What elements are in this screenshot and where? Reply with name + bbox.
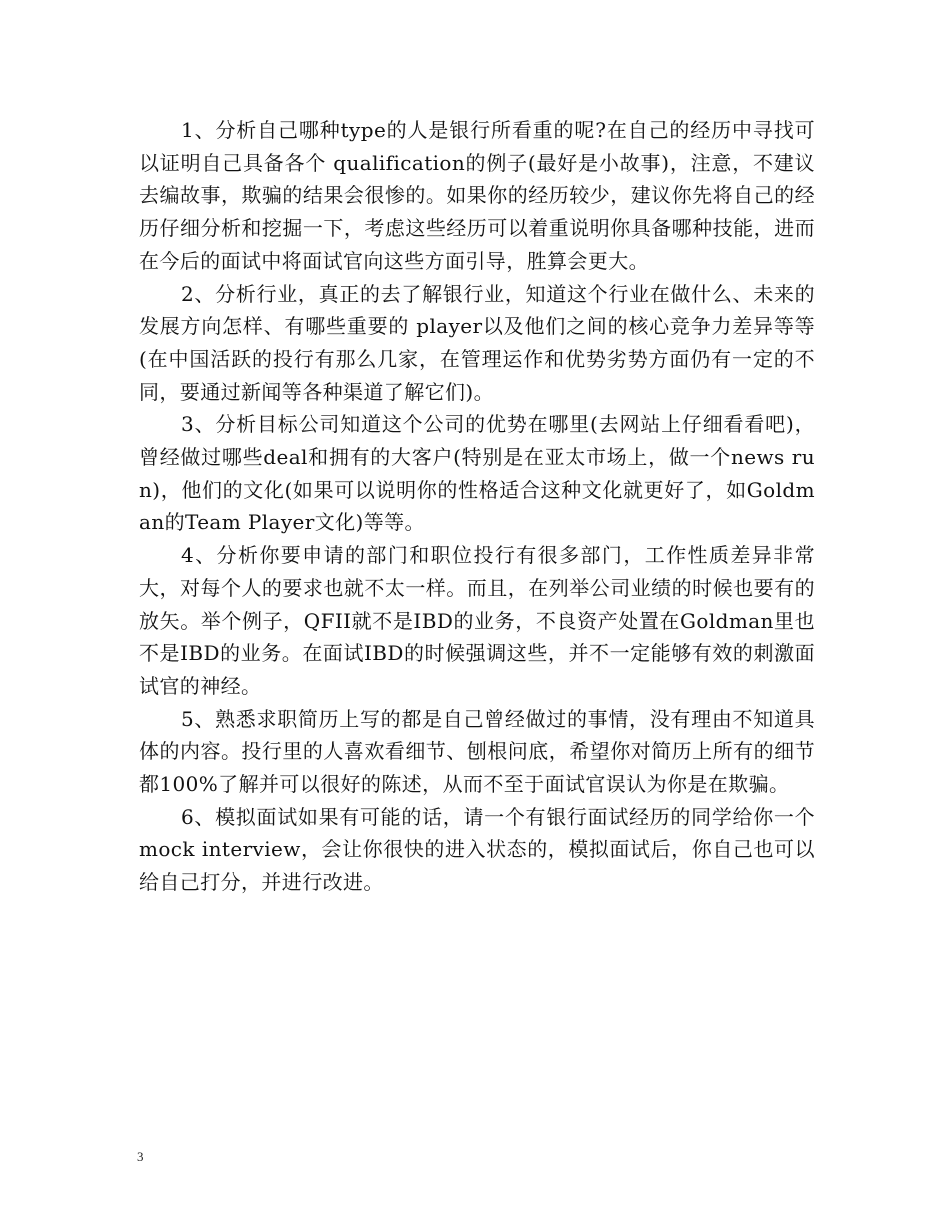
paragraph-4: 4、分析你要申请的部门和职位投行有很多部门，工作性质差异非常大，对每个人的要求也就不太一样。而且，在列举公司业绩的时候也要有的放矢。举个例子，QFII就不是IBD的业务，不良资产处置在Goldman里也不是IBD的业务。在面试IBD的时候强调这些，并不一定能够有效的刺激面试官的神经。 [139, 543, 815, 698]
paragraph-5: 5、熟悉求职简历上写的都是自己曾经做过的事情，没有理由不知道具体的内容。投行里的人喜欢看细节、刨根问底，希望你对简历上所有的细节都100%了解并可以很好的陈述，从而不至于面试官误认为你是在欺骗。 [139, 706, 815, 797]
document-body [139, 114, 815, 899]
page-number: 3 [137, 1149, 144, 1164]
paragraph-3: 3、分析目标公司知道这个公司的优势在哪里(去网站上仔细看看吧)，曾经做过哪些deal和拥有的大客户(特别是在亚太市场上，做一个news run)，他们的文化(如果可以说明你的性格适合这种文化就更好了，如Goldman的Team Player文化)等等。 [139, 412, 815, 535]
paragraph-2: 2、分析行业，真正的去了解银行业，知道这个行业在做什么、未来的发展方向怎样、有哪些重要的 player以及他们之间的核心竞争力差异等等(在中国活跃的投行有那么几家，在管理运作和优势劣势方面仍有一定的不同，要通过新闻等各种渠道了解它们)。 [139, 281, 815, 404]
paragraph-1: 1、分析自己哪种type的人是银行所看重的呢?在自己的经历中寻找可以证明自己具备各个 qualification的例子(最好是小故事)，注意，不建议去编故事，欺骗的结果会很惨的。如果你的经历较少，建议你先将自己的经历仔细分析和挖掘一下，考虑这些经历可以着重说明你具备哪种技能，进而在今后的面试中将面试官向这些方面引导，胜算会更大。 [139, 118, 815, 273]
paragraph-6: 6、模拟面试如果有可能的话，请一个有银行面试经历的同学给你一个mock interview，会让你很快的进入状态的，模拟面试后，你自己也可以给自己打分，并进行改进。 [139, 804, 815, 895]
